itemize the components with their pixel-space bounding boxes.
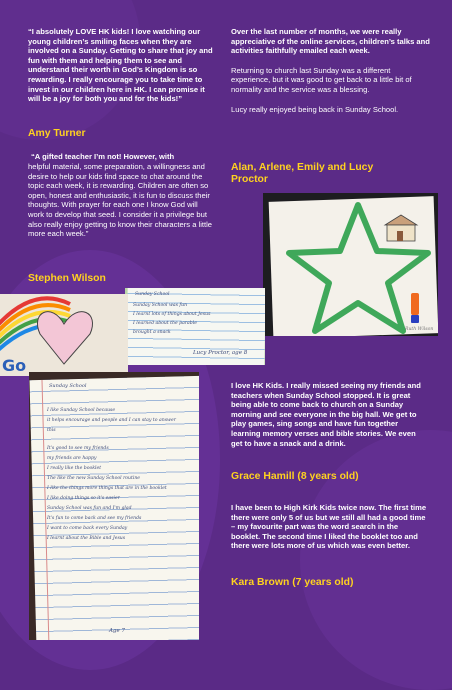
lined-note-signature: Age 7	[109, 628, 125, 634]
lucy-note-line: I learnt lots of things about Jesus	[133, 312, 211, 317]
lined-note-line: I learnt about the Bible and Jesus	[47, 536, 126, 541]
lined-note-line: I like doing things so it's easier	[47, 496, 120, 501]
proctor-name: Alan, Arlene, Emily and Lucy Proctor	[231, 162, 374, 185]
lined-note-line: my friends are happy	[47, 456, 97, 461]
lined-note-line: it helps encourage and people and I can stay to answer	[47, 418, 176, 423]
stephen-wilson-name: Stephen Wilson	[28, 273, 106, 284]
lined-note-line: It's fun to come back and see my friends	[47, 516, 142, 521]
star-drawing-signature: Ruth Wilson	[405, 327, 434, 332]
lucy-note-signature: Lucy Proctor, age 8	[193, 350, 248, 356]
lined-note-lines	[47, 406, 197, 544]
lined-note-line: Sunday School was fun and I'm glad	[47, 506, 132, 511]
lucy-note-line: brought a snack	[133, 330, 171, 335]
amy-turner-quote: “I absolutely LOVE HK kids! I love watching our young children’s smiling faces when they are involved on a Sunday. Getting to share that joy and fun with them and helping them to see and understand their worth in God’s Kingdom is so rewarding. I really encourage you to take time to invest in our children here in HK. I can promise it will be a joy for both you and for the kids!”	[28, 27, 213, 104]
lucy-note-line: Sunday School was fun	[133, 303, 188, 308]
kara-brown-quote: I have been to High Kirk Kids twice now. The first time there were only 5 of us but we still all had a good time – my favourite part was the word search in the booklet. The second time I liked the booklet too and there were lots more of us which was even better.	[231, 503, 427, 551]
lined-note-line: I like Sunday School because	[47, 408, 116, 413]
house-sketch-icon	[381, 213, 421, 243]
grace-hamill-quote: I love HK Kids. I really missed seeing my friends and teachers when Sunday School stopped. It is great being able to come back to church on a Sunday morning and see everyone in the big hall. We get to play games, sing songs and have fun together learning memory verses and bible stories. We even get to have a snack and a drink.	[231, 381, 421, 448]
lucy-note-line: I learned about the parable	[133, 321, 197, 326]
marker-icon	[411, 293, 419, 315]
lined-note-line: this	[47, 428, 56, 433]
proctor-message	[231, 27, 431, 114]
star-drawing-photo	[263, 193, 438, 336]
proctor-para-2: Returning to church last Sunday was a different experience, but it was good to get back to a little bit of normality and the service was a blessing.	[231, 65, 412, 94]
lined-note-line: It's good to see my friends	[47, 446, 109, 451]
lined-note-line: I like the things more things that are in the booklet	[47, 486, 167, 491]
stephen-wilson-quote-intro: “A gifted teacher I’m not! However, with	[31, 152, 175, 161]
lucy-note-title: Sunday School	[135, 292, 170, 297]
stephen-wilson-quote: helpful material, some preparation, a willingness and desire to help our kids find space to chat around the topic each week, it is rewarding. Children are often so open, honest and enthusiastic, it is fun to discuss their thoughts. With prayer for each one I know God will work to develop that seed. I consider it a privilege but also really enjoy getting to know their characters a little more each week.”	[28, 162, 213, 239]
grace-hamill-name: Grace Hamill (8 years old)	[231, 471, 359, 482]
proctor-para-3: Lucy really enjoyed being back in Sunday School.	[231, 104, 399, 114]
proctor-para-1: Over the last number of months, we were really appreciative of the online services, children’s talks and activities faithfully emailed each week.	[231, 27, 430, 56]
lined-note-photo	[29, 372, 199, 640]
lined-note-title: Sunday School	[49, 383, 87, 389]
lined-note-line: I want to come back every Sunday	[47, 526, 128, 531]
amy-turner-name: Amy Turner	[28, 128, 86, 139]
lined-note-line: I really like the booklet	[47, 466, 102, 471]
lucy-note-photo	[125, 288, 265, 365]
lined-note-line: The like the new Sunday School routine	[47, 476, 141, 481]
kara-brown-name: Kara Brown (7 years old)	[231, 577, 354, 588]
heart-drawing-label: Go	[2, 356, 27, 375]
heart-drawing-photo	[0, 294, 128, 376]
marker-cap-icon	[411, 315, 419, 323]
